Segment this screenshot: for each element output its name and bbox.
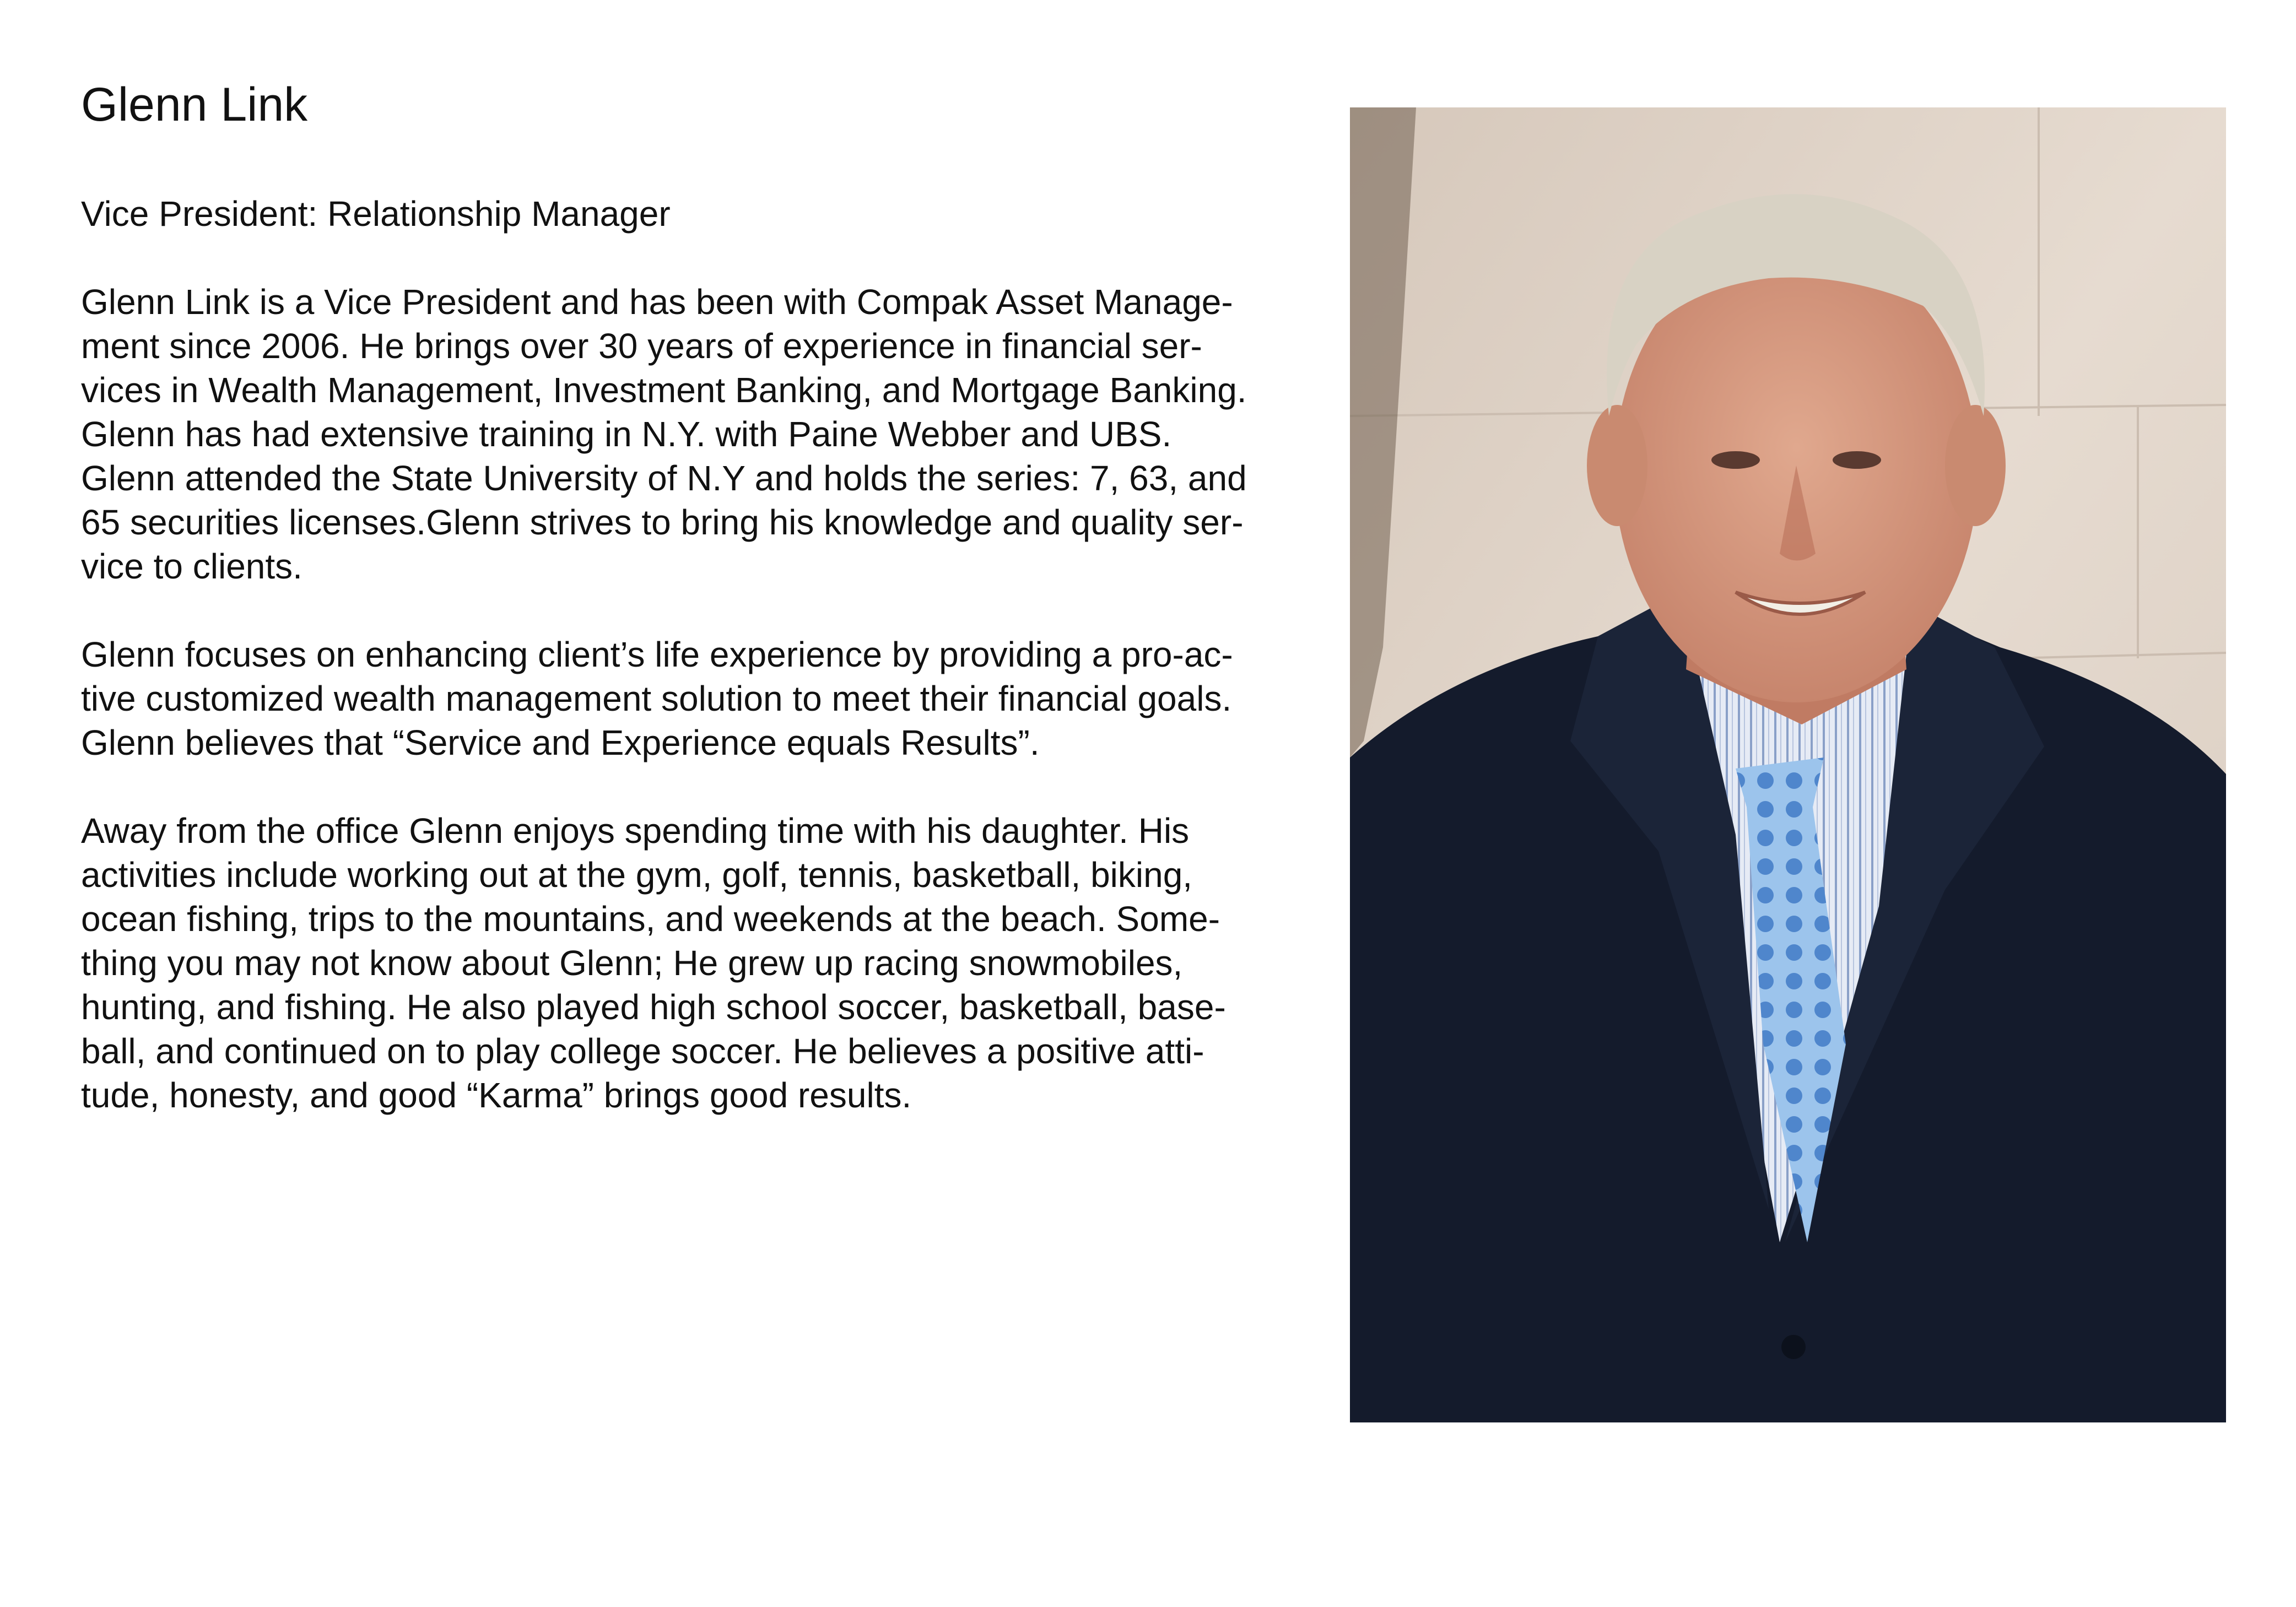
person-name: Glenn Link <box>81 78 308 131</box>
right-eye <box>1833 451 1881 469</box>
text-line: hunting, and fishing. He also played high school soccer, basketball, base- <box>81 987 1226 1027</box>
text-line: 65 securities licenses.Glenn strives to bring his knowledge and quality ser- <box>81 502 1244 542</box>
text-line: ball, and continued on to play college soccer. He believes a positive atti- <box>81 1031 1204 1071</box>
bio-paragraph-personal <box>81 809 1326 1117</box>
text-line: vice to clients. <box>81 547 302 586</box>
jacket-button <box>1781 1335 1806 1359</box>
text-line: Glenn believes that “Service and Experience equals Results”. <box>81 723 1040 762</box>
portrait-photo <box>1350 107 2226 1422</box>
text-line: ment since 2006. He brings over 30 years of experience in financial ser- <box>81 326 1202 366</box>
text-line: tude, honesty, and good “Karma” brings good results. <box>81 1075 912 1115</box>
text-line: thing you may not know about Glenn; He grew up racing snowmobiles, <box>81 943 1183 983</box>
text-line: Glenn focuses on enhancing client’s life experience by providing a pro-ac- <box>81 635 1233 674</box>
job-title: Vice President: Relationship Manager <box>81 194 671 234</box>
left-eye <box>1711 451 1760 469</box>
left-ear <box>1587 405 1647 526</box>
text-line: vices in Wealth Management, Investment Banking, and Mortgage Banking. <box>81 370 1247 410</box>
text-line: Away from the office Glenn enjoys spending time with his daughter. His <box>81 811 1190 851</box>
text-line: Glenn has had extensive training in N.Y. with Paine Webber and UBS. <box>81 414 1172 454</box>
bio-paragraph-focus <box>81 632 1326 765</box>
right-ear <box>1945 405 2006 526</box>
text-line: tive customized wealth management solution to meet their financial goals. <box>81 679 1232 718</box>
text-line: activities include working out at the gym, golf, tennis, basketball, biking, <box>81 855 1193 895</box>
portrait-illustration <box>1350 107 2226 1422</box>
text-line: Glenn Link is a Vice President and has been with Compak Asset Manage- <box>81 282 1233 322</box>
text-line: Glenn attended the State University of N.Y and holds the series: 7, 63, and <box>81 458 1247 498</box>
bio-paragraph-career <box>81 280 1326 588</box>
text-line: ocean fishing, trips to the mountains, and weekends at the beach. Some- <box>81 899 1220 939</box>
bio-text-column <box>81 77 1326 1161</box>
